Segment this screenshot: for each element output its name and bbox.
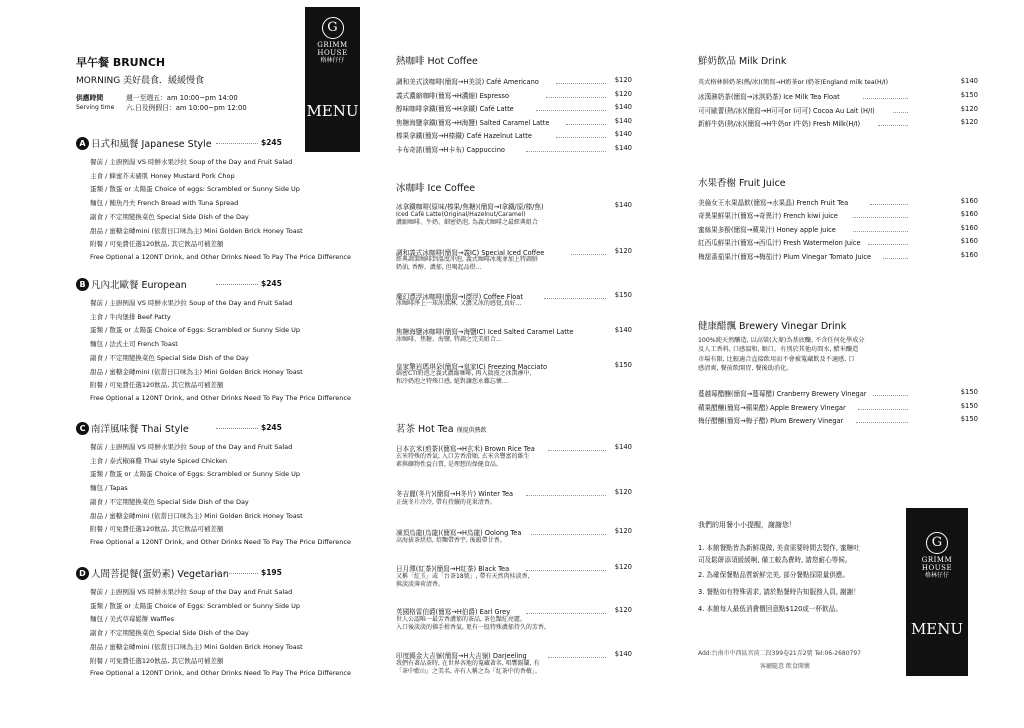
vinegar-desc: 感清爽, 餐前飲開胃, 餐後助消化。 bbox=[698, 365, 793, 372]
item-name: 榛果拿鐵(簡寫→H榛鐵) Café Hazelnut Latte bbox=[396, 132, 532, 140]
divider bbox=[216, 284, 258, 285]
item-desc: 「茶中藍山」之美名, 亦有人稱之為「紅茶中的香檳」。 bbox=[396, 668, 541, 675]
menu-item bbox=[396, 606, 632, 616]
item-desc: 冰咖啡、焦糖、海鹽, 特調之完美組合… bbox=[396, 336, 502, 343]
brand-g-icon: G bbox=[322, 17, 344, 39]
set-line: 主食 / 泰式椒麻雞 Thai style Spiced Chicken bbox=[90, 456, 227, 465]
item-name: 蜜絲果多酚(簡寫→蘋果汁) Honey apple juice bbox=[698, 226, 836, 234]
menu-item bbox=[396, 650, 632, 660]
footer-note: 客廳隨意 飲食開懷 bbox=[760, 663, 810, 670]
brand-name-line2: HOUSE bbox=[317, 49, 348, 57]
notice-line: 司及鬆餅添須緩緩啊, 備工較為費時, 請您耐心等候。 bbox=[698, 556, 852, 564]
item-name: 義式濃縮咖啡(簡寫→H濃縮) Espresso bbox=[396, 92, 509, 100]
item-name: 英國格雷伯爵(簡寫→H伯爵) Earl Grey bbox=[396, 608, 511, 616]
set-line: 副食 / 不定期變換菜色 Special Side Dish of the Day bbox=[90, 629, 249, 638]
set-title: 日式和風餐 Japanese Style bbox=[91, 139, 212, 150]
item-name: 調和義式冰咖啡(簡寫→義IC) Special Iced Coffee bbox=[396, 249, 545, 257]
item-price: $150 bbox=[960, 388, 978, 396]
set-price: $245 bbox=[261, 138, 282, 147]
item-name: 日本玄米(煎茶)(簡寫→H玄米) Brown Rice Tea bbox=[396, 445, 535, 453]
item-price: $140 bbox=[614, 103, 632, 111]
set-line: 麵包 / Tapas bbox=[90, 484, 128, 493]
menu-item bbox=[698, 388, 978, 398]
item-price: $120 bbox=[614, 606, 632, 614]
item-name: 蔓越莓醋釀(簡寫→蔓莓醋) Cranberry Brewery Vinegar bbox=[698, 390, 867, 398]
set-c bbox=[76, 421, 364, 546]
menu-item bbox=[396, 527, 632, 537]
set-line: 甜品 / 蜜糖金磚mini (依當日口味為主) Mini Golden Brick Honey Toast bbox=[90, 226, 303, 235]
item-desc: 濃縮咖啡、牛奶、細密奶泡, 為義式咖啡之最經典組合 bbox=[396, 219, 538, 226]
item-name: 皇家擎岩瑪琪朵(簡寫→皇家IC) Freezing Macciato bbox=[396, 363, 548, 371]
item-name: 印度錫金大吉嶺(簡寫→H大吉嶺) Darjeeling bbox=[396, 652, 527, 660]
brand-logo-top bbox=[305, 7, 360, 152]
notice-heading: 我們的用餐小小提醒，謝謝您！ bbox=[698, 521, 796, 529]
set-d bbox=[76, 566, 364, 678]
set-price: $245 bbox=[261, 423, 282, 432]
item-price: $120 bbox=[614, 527, 632, 535]
item-name: 美倫女王水果晶飲(簡寫→水果晶) French Fruit Tea bbox=[698, 199, 849, 207]
item-name: 新鮮牛奶(熱/冰)(簡寫→H牛奶or I牛奶) Fresh Milk(H/I) bbox=[698, 120, 861, 128]
menu-item bbox=[396, 117, 632, 127]
set-price: $195 bbox=[261, 568, 282, 577]
brand-g-icon: G bbox=[926, 532, 948, 554]
menu-item bbox=[698, 237, 978, 247]
item-price: $150 bbox=[614, 361, 632, 369]
item-price: $140 bbox=[614, 443, 632, 451]
set-line: 餐前 / 主廚例湯 VS 時鮮水果沙拉 Soup of the Day and Fruit Salad bbox=[90, 588, 293, 596]
brand-menu-label: MENU bbox=[306, 102, 359, 120]
set-badge: A bbox=[76, 137, 89, 150]
set-line: 蛋類 / 散蛋 or 太陽蛋 Choice of eggs: Scrambled or Sunny Side Up bbox=[90, 185, 300, 194]
item-name: 卡布奇諾(簡寫→H卡布) Cappuccino bbox=[396, 146, 505, 154]
item-desc: 綿密CTI奶泡之義式濃縮咖啡, 再入散漫之冰淇淋中, bbox=[396, 370, 532, 377]
notice-line: 1. 本館餐點皆為新鮮現做, 美食需要時間去製作, 蜜糖吐 bbox=[698, 544, 860, 552]
menu-item bbox=[698, 210, 978, 220]
divider bbox=[216, 428, 258, 429]
hours-label-en: Serving time bbox=[76, 104, 115, 111]
item-price: $150 bbox=[960, 402, 978, 410]
set-price: $245 bbox=[261, 279, 282, 288]
hours-weekend: 六.日及例假日：am 10:00~pm 12:00 bbox=[126, 104, 247, 112]
item-desc: Iced Café Latte(Original/Hazelnut/Caramel) bbox=[396, 211, 526, 218]
item-desc: 入口後淡淡的佛手柑香氣, 更有一股特殊濃郁持久的芳香。 bbox=[396, 624, 550, 631]
menu-item bbox=[396, 201, 632, 211]
brand-name-line1: GRIMM bbox=[317, 41, 348, 49]
brand-name-line1: GRIMM bbox=[921, 556, 953, 564]
vinegar-desc: 100%純天然釀造, 以高粱(大麥)為基底釀, 不含任何化學成分 bbox=[698, 337, 865, 344]
item-price: $150 bbox=[614, 291, 632, 299]
set-line: 麵包 / 美式草莓鬆餅 Waffles bbox=[90, 615, 175, 624]
set-line: 副食 / 不定期變換菜色 Special Side Dish of the Day bbox=[90, 497, 249, 506]
menu-item bbox=[698, 91, 978, 101]
set-badge: D bbox=[76, 567, 89, 580]
set-line: 甜品 / 蜜糖金磚mini (依當日口味為主) Mini Golden Brick Honey Toast bbox=[90, 367, 303, 376]
item-name: 凍頂烏龍(烏龍)(簡寫→H烏龍) Oolong Tea bbox=[396, 529, 522, 537]
menu-item bbox=[396, 130, 632, 140]
item-price: $160 bbox=[960, 197, 978, 205]
set-line: 甜品 / 蜜糖金磚mini (依當日口味為主) Mini Golden Brick Honey Toast bbox=[90, 511, 303, 520]
item-price: $140 bbox=[614, 326, 632, 334]
brand-menu-label: MENU bbox=[910, 620, 964, 638]
menu-item bbox=[396, 443, 632, 453]
item-price: $140 bbox=[614, 117, 632, 125]
item-name: 梅甜番茄果汁(簡寫→梅茄汁) Plum Vinegar Tomato Juice bbox=[698, 253, 872, 261]
set-line: 餐前 / 主廚例湯 VS 時鮮水果沙拉 Soup of the Day and Fruit Salad bbox=[90, 158, 293, 166]
ice-coffee-heading: 冰咖啡 Ice Coffee bbox=[396, 183, 476, 194]
set-line: 餐前 / 主廚例湯 VS 時鮮水果沙拉 Soup of the Day and Fruit Salad bbox=[90, 443, 293, 451]
set-line: 附餐 / 可免費任選120飲品, 其它飲品可補差額 bbox=[90, 240, 224, 249]
set-title: 人間菩提餐(蛋奶素) Vegetarian bbox=[91, 569, 229, 580]
item-price: $120 bbox=[614, 247, 632, 255]
vinegar-heading: 健康醋飄 Brewery Vinegar Drink bbox=[698, 321, 847, 332]
item-name: 冰拿鐵咖啡(原味/榛果/焦糖)(簡寫→I拿鐵/原/榛/焦) bbox=[396, 203, 544, 211]
item-desc: 正統冬片冷冷, 帶有持續的花果清香。 bbox=[396, 499, 496, 506]
menu-item bbox=[698, 118, 978, 128]
hours-weekday: 週一至週五：am 10:00~pm 14:00 bbox=[126, 94, 238, 102]
item-desc: 奶油, 香醇、濃郁, 但喝起品燈… bbox=[396, 264, 482, 271]
menu-item bbox=[396, 76, 632, 86]
item-price: $120 bbox=[614, 76, 632, 84]
item-price: $150 bbox=[960, 415, 978, 423]
set-line: 附餐 / 可免費任選120飲品, 其它飲品可補差額 bbox=[90, 656, 224, 665]
item-price: $160 bbox=[960, 251, 978, 259]
set-line: Free Optional a 120NT Drink, and Other Drinks Need To Pay The Price Difference bbox=[90, 252, 351, 261]
brand-logo-bottom bbox=[906, 508, 968, 676]
item-name: 蘋果醋釀(簡寫→蘋果醋) Apple Brewery Vinegar bbox=[698, 404, 846, 412]
set-line: 甜品 / 蜜糖金磚mini (依當日口味為主) Mini Golden Brick Honey Toast bbox=[90, 642, 303, 651]
item-price: $120 bbox=[960, 105, 978, 113]
item-price: $120 bbox=[960, 118, 978, 126]
footer-address: Add:台南市中西區宮前二段399卷21弄2號 Tel:06-2680797 bbox=[698, 650, 861, 657]
item-name: 調和美式淡咖啡(簡寫→H美淡) Café Americano bbox=[396, 78, 539, 86]
set-title: 凡內北歐餐 European bbox=[91, 280, 187, 291]
item-name: 醇味咖啡拿鐵(簡寫→H拿鐵) Café Latte bbox=[396, 105, 514, 113]
set-line: 蛋類 / 散蛋 or 太陽蛋 Choice of Eggs: Scrambled or Sunny Side Up bbox=[90, 326, 301, 335]
item-price: $140 bbox=[614, 144, 632, 152]
menu-item bbox=[698, 415, 978, 425]
notice-line: 4. 本館每人最低消費價回意點$120或一杯飲品。 bbox=[698, 605, 842, 613]
item-desc: 高海拔茶烘焙, 焙麵帶香宇, 後韻帶甘香。 bbox=[396, 537, 506, 544]
hot-coffee-heading: 熱咖啡 Hot Coffee bbox=[396, 56, 478, 67]
divider bbox=[216, 573, 258, 574]
item-desc: 經典調製咖啡到溫度冲泡, 義式咖啡冰塊並加上特調鮮 bbox=[396, 256, 538, 263]
item-desc: 我們有著品茶時, 在世界各地的蒐藏著名, 唱響錫蘭, 有 bbox=[396, 660, 540, 667]
brand-name-line2: HOUSE bbox=[921, 564, 953, 572]
item-name: 魔幻漂浮冰咖啡(簡寫→I漂浮) Coffee Float bbox=[396, 293, 523, 301]
item-name: 可可歐蕾(熱/冰)(簡寫→H可可or I可可) Cocoa Au Lait (H/I) bbox=[698, 107, 875, 115]
menu-item bbox=[396, 144, 632, 154]
menu-item bbox=[698, 105, 978, 115]
set-line: 麵包 / 鮪魚丹夫 French Bread with Tuna Spread bbox=[90, 199, 239, 208]
set-line: 附餐 / 可免費任選120飲品, 其它飲品可補差額 bbox=[90, 381, 224, 390]
item-price: $140 bbox=[614, 201, 632, 209]
menu-item bbox=[396, 326, 632, 336]
item-desc: 又稱「紅玉」或「台茶18號」, 帶有天然肉桂淡香, bbox=[396, 573, 530, 580]
item-name: 焦糖海鹽冰咖啡(簡寫→海鹽IC) Iced Salted Caramel Latte bbox=[396, 328, 574, 336]
set-line: 主食 / 蜂蜜芥末豬肌 Honey Mustard Pork Chop bbox=[90, 171, 235, 180]
item-price: $150 bbox=[960, 91, 978, 99]
set-line: 蛋類 / 散蛋 or 太陽蛋 Choice of Eggs: Scrambled or Sunny Side Up bbox=[90, 601, 301, 610]
set-line: Free Optional a 120NT Drink, and Other Drinks Need To Pay The Price Difference bbox=[90, 537, 351, 546]
set-line: 餐前 / 主廚例湯 VS 時鮮水果沙拉 Soup of the Day and Fruit Salad bbox=[90, 299, 293, 307]
notice-line: 3. 餐點如有特殊需求, 請於點餐時告知服務人員, 謝謝！ bbox=[698, 588, 860, 596]
item-desc: 冰咖啡淨上一球冰淇淋, 又濃又冰的感覺,真好… bbox=[396, 300, 522, 307]
item-desc: 和冷奶泡之特殊口感, 絕對讓您永難忘懷… bbox=[396, 378, 508, 385]
brunch-heading: 早午餐 BRUNCH bbox=[76, 56, 166, 69]
menu-item bbox=[698, 224, 978, 234]
item-name: 梅仔醋釀(簡寫→梅子醋) Plum Brewery Vinegar bbox=[698, 417, 844, 425]
menu-item bbox=[396, 90, 632, 100]
item-name: 冰漢淋奶茶(簡寫→冰淇奶茶) Ice Milk Tea Float bbox=[698, 93, 840, 101]
item-desc: 與淡淡薄荷清香。 bbox=[396, 581, 445, 588]
brunch-subtitle: MORNING 美好晨食．緩緩慢食 bbox=[76, 76, 205, 86]
set-line: Free Optional a 120NT Drink, and Other Drinks Need To Pay The Price Difference bbox=[90, 393, 351, 402]
item-price: $140 bbox=[614, 130, 632, 138]
item-price: $120 bbox=[614, 90, 632, 98]
item-desc: 素與礦物性益白質, 是理想的保健食品。 bbox=[396, 461, 502, 468]
hot-tea-note: 僅提供熱飲 bbox=[456, 427, 487, 434]
vinegar-desc: 及人工香料, 口感溫和, 順口。有別於其他坊間水, 醋米釀造 bbox=[698, 346, 859, 353]
item-name: 紅西瓜鮮果汁(簡寫→西瓜汁) Fresh Watermelon Juice bbox=[698, 239, 861, 247]
notice-list bbox=[698, 542, 860, 615]
set-title: 南洋風味餐 Thai Style bbox=[91, 424, 189, 435]
set-badge: B bbox=[76, 278, 89, 291]
hours-label: 供應時間 bbox=[76, 94, 104, 102]
item-price: $120 bbox=[614, 563, 632, 571]
item-price: $120 bbox=[614, 488, 632, 496]
item-price: $140 bbox=[614, 650, 632, 658]
menu-item bbox=[698, 251, 978, 261]
hot-tea-title: 茗茶 Hot Tea bbox=[396, 424, 454, 435]
set-a bbox=[76, 136, 364, 261]
item-name: 日月潭(紅茶)(簡寫→H紅茶) Black Tea bbox=[396, 565, 510, 573]
set-badge: C bbox=[76, 422, 89, 435]
brand-name-zh: 格林仔仔 bbox=[924, 572, 949, 579]
menu-item bbox=[698, 77, 978, 87]
set-b bbox=[76, 277, 364, 402]
set-line: 附餐 / 可免費任選120飲品, 其它飲品可補差額 bbox=[90, 525, 224, 534]
item-name: 奇異果鮮果汁(簡寫→奇異汁) French kiwi juice bbox=[698, 212, 838, 220]
menu-item bbox=[396, 103, 632, 113]
set-line: 副食 / 不定期變換菜色 Special Side Dish of the Day bbox=[90, 353, 249, 362]
menu-item bbox=[396, 563, 632, 573]
fruit-juice-heading: 水果香榭 Fruit Juice bbox=[698, 178, 786, 189]
item-price: $160 bbox=[960, 224, 978, 232]
notice-line: 2. 為確保餐點品質新鮮完美, 部分餐點採限量供應。 bbox=[698, 571, 850, 579]
milk-drink-heading: 鮮奶飲品 Milk Drink bbox=[698, 56, 787, 67]
set-line: 蛋類 / 散蛋 or 太陽蛋 Choice of Eggs: Scrambled or Sunny Side Up bbox=[90, 470, 301, 479]
item-name: 焦糖海鹽拿鐵(簡寫→H海鹽) Salted Caramel Latte bbox=[396, 119, 550, 127]
item-name: 英式格林鮮奶茶(熱/冰)(簡寫→H奶茶or I奶茶)England milk tea(H/I) bbox=[698, 79, 889, 86]
item-price: $140 bbox=[960, 77, 978, 85]
item-price: $160 bbox=[960, 210, 978, 218]
set-line: Free Optional a 120NT Drink, and Other Drinks Need To Pay The Price Difference bbox=[90, 669, 351, 678]
set-line: 主食 / 牛肉堡排 Beef Patty bbox=[90, 312, 171, 321]
item-price: $160 bbox=[960, 237, 978, 245]
menu-item bbox=[698, 402, 978, 412]
brand-name-zh: 格林仔仔 bbox=[320, 57, 345, 64]
set-line: 副食 / 不定期變換菜色 Special Side Dish of the Day bbox=[90, 212, 249, 221]
item-desc: 玄米特殊的香氣, 入口芳香滑順, 玄米含豐富的維生 bbox=[396, 453, 530, 460]
item-desc: 世人公認唯一最芳香濃郁的茶品, 茶色豔紅亮麗。 bbox=[396, 616, 526, 623]
item-name: 冬吉麗(冬片)(簡寫→H冬片) Winter Tea bbox=[396, 490, 514, 498]
divider bbox=[216, 143, 258, 144]
hot-tea-heading bbox=[396, 421, 487, 435]
set-line: 麵包 / 法式土司 French Toast bbox=[90, 340, 178, 349]
menu-item bbox=[396, 488, 632, 498]
vinegar-desc: 市場有限, 比較適合直接飲用而不會被蒐藏飲及不適感, 口 bbox=[698, 356, 855, 363]
menu-item bbox=[698, 197, 978, 207]
